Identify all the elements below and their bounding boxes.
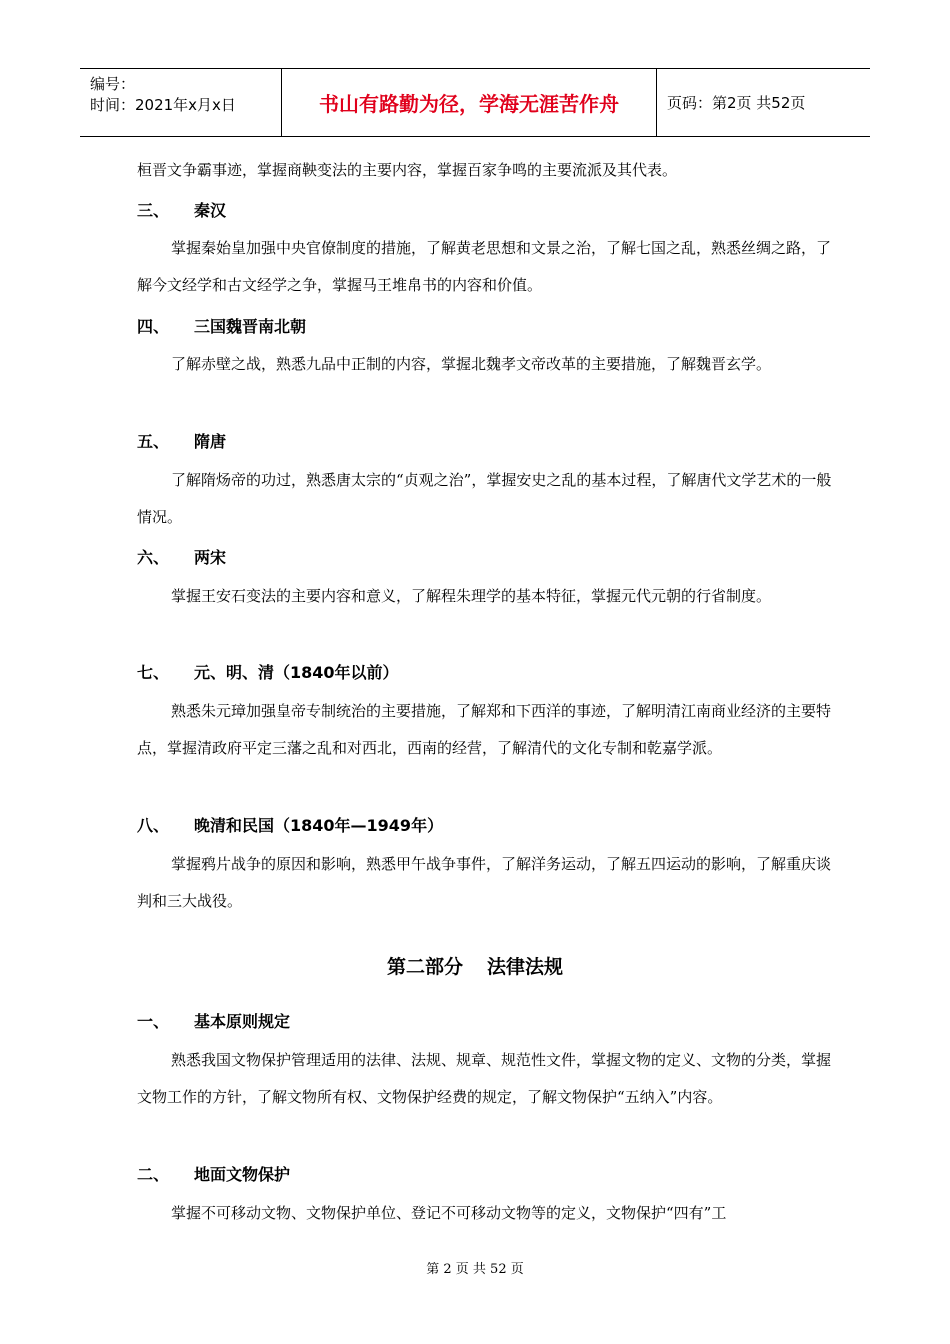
part-name: 法律法规	[487, 956, 564, 978]
section-heading-qinhan	[137, 200, 226, 222]
section-number: 七、	[137, 663, 170, 682]
section-heading-yuanmingqing	[137, 662, 399, 684]
section-heading-wanqing	[137, 815, 443, 837]
section-title: 秦汉	[194, 201, 227, 220]
section-text-basic: 熟悉我国文物保护管理适用的法律、法规、规章、规范性文件，掌握文物的定义、文物的分类，掌握文物工作的方针，了解文物所有权、文物保护经费的规定，了解文物保护“五纳入”内容。	[137, 1051, 832, 1106]
section-text-sanguo: 了解赤壁之战，熟悉九品中正制的内容，掌握北魏孝文帝改革的主要措施，了解魏晋玄学。	[171, 355, 772, 373]
part-label: 第二部分	[386, 956, 463, 978]
section-text-qinhan: 掌握秦始皇加强中央官僚制度的措施，了解黄老思想和文景之治，了解七国之乱，熟悉丝绸之路，了解今文经学和古文经学之争，掌握马王堆帛书的内容和价值。	[137, 239, 832, 294]
number-label: 编号：	[90, 75, 136, 93]
section-text-ground-relics: 掌握不可移动文物、文物保护单位、登记不可移动文物等的定义，文物保护“四有”工	[171, 1204, 727, 1222]
page-footer: 第 2 页 共 52 页	[426, 1262, 524, 1277]
section-heading-sanguo	[137, 316, 306, 338]
section-heading-suitang	[137, 431, 226, 453]
section-title: 三国魏晋南北朝	[194, 317, 307, 336]
section-number: 八、	[137, 816, 170, 835]
header-motto-cell	[281, 69, 657, 136]
section-text-wanqing: 掌握鸦片战争的原因和影响，熟悉甲午战争事件，了解洋务运动，了解五四运动的影响，了解重庆谈判和三大战役。	[137, 855, 832, 910]
section-heading-basic	[137, 1011, 290, 1033]
date-label: 时间：2021年x月x日	[90, 96, 236, 114]
motto: 书山有路勤为径，学海无涯苦作舟	[319, 92, 619, 116]
section-number: 二、	[137, 1165, 170, 1184]
page-header	[80, 68, 870, 137]
section-number: 六、	[137, 548, 170, 567]
section-text-liangsong: 掌握王安石变法的主要内容和意义，了解程朱理学的基本特征，掌握元代元朝的行省制度。	[171, 587, 772, 605]
section-title: 两宋	[194, 548, 227, 567]
section-heading-ground-relics	[137, 1164, 290, 1186]
header-meta	[80, 69, 281, 136]
section-text-suitang: 了解隋炀帝的功过，熟悉唐太宗的“贞观之治”，掌握安史之乱的基本过程，了解唐代文学艺术的一般情况。	[137, 471, 832, 526]
section-title: 元、明、清（1840年以前）	[194, 663, 399, 682]
part-title	[0, 952, 950, 979]
section-title: 基本原则规定	[194, 1012, 291, 1031]
section-number: 三、	[137, 201, 170, 220]
section-number: 四、	[137, 317, 170, 336]
section-title: 隋唐	[194, 432, 227, 451]
header-page-cell	[656, 69, 870, 136]
page-info: 页码：第2页 共52页	[667, 94, 806, 112]
section-number: 一、	[137, 1012, 170, 1031]
section-heading-liangsong	[137, 547, 226, 569]
section-number: 五、	[137, 432, 170, 451]
paragraph-continued: 桓晋文争霸事迹，掌握商鞅变法的主要内容，掌握百家争鸣的主要流派及其代表。	[137, 161, 678, 179]
section-title: 地面文物保护	[194, 1165, 291, 1184]
section-title: 晚清和民国（1840年—1949年）	[194, 816, 444, 835]
section-text-yuanmingqing: 熟悉朱元璋加强皇帝专制统治的主要措施，了解郑和下西洋的事迹，了解明清江南商业经济的主要特点，掌握清政府平定三藩之乱和对西北，西南的经营，了解清代的文化专制和乾嘉学派。	[137, 702, 832, 757]
